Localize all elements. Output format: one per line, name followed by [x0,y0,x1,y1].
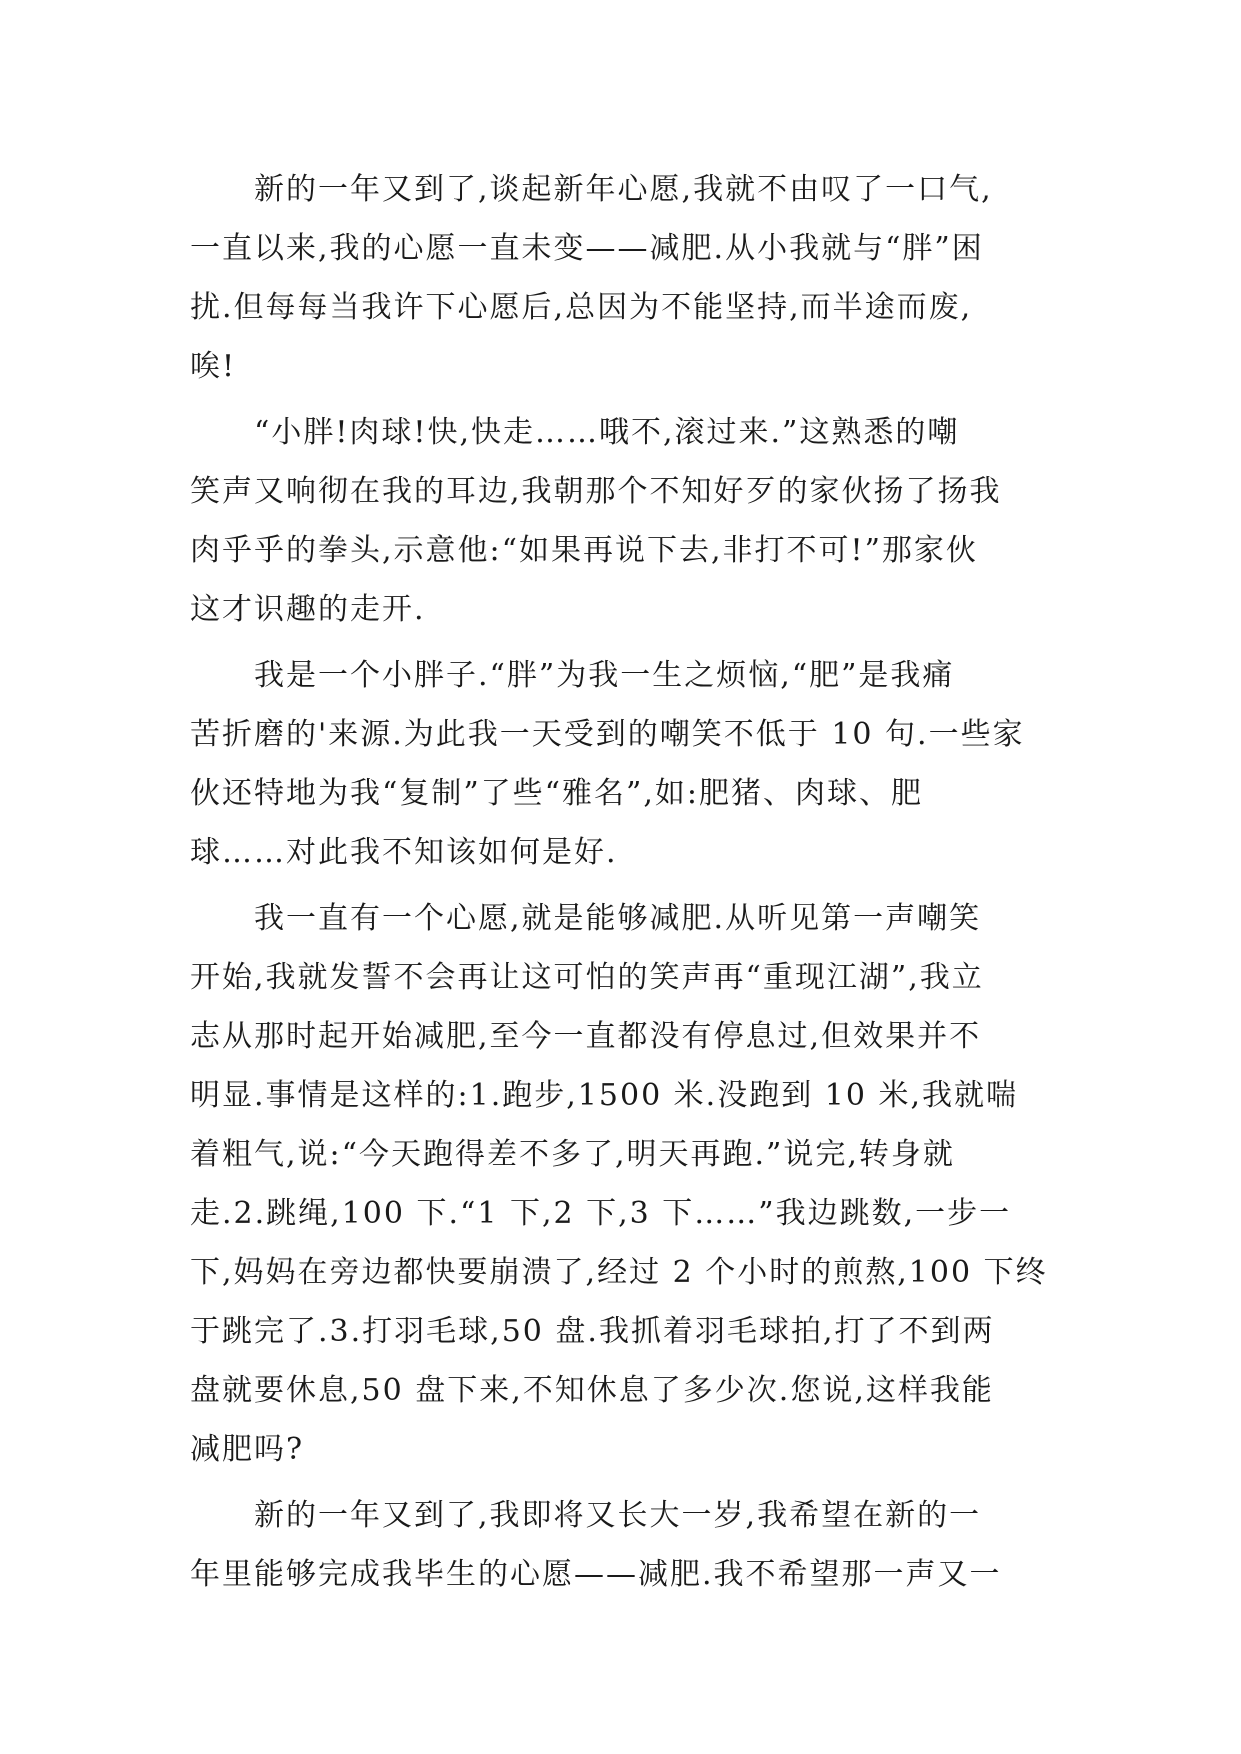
paragraph-gap [190,639,1052,646]
text-line: 明显.事情是这样的:1.跑步,1500 米.没跑到 10 米,我就喘 [190,1078,1019,1113]
text-line: 这才识趣的走开. [190,592,426,627]
text-line: 下,妈妈在旁边都快要崩溃了,经过 2 个小时的煎熬,100 下终 [190,1255,1048,1290]
text-line: 走.2.跳绳,100 下.“1 下,2 下,3 下……”我边跳数,一步一 [190,1196,1012,1231]
text-line: “小胖!肉球!快,快走……哦不,滚过来.”这熟悉的嘲 [190,415,960,450]
paragraph-gap [190,396,1052,403]
paragraph-gap [190,1479,1052,1486]
text-line: 笑声又响彻在我的耳边,我朝那个不知好歹的家伙扬了扬我 [190,474,1002,509]
text-line: 肉乎乎的拳头,示意他:“如果再说下去,非打不可!”那家伙 [190,533,978,568]
text-line: 我一直有一个心愿,就是能够减肥.从听见第一声嘲笑 [190,901,982,936]
text-line: 新的一年又到了,谈起新年心愿,我就不由叹了一口气, [190,172,993,207]
text-line: 开始,我就发誓不会再让这可怕的笑声再“重现江湖”,我立 [190,960,984,995]
text-line: 盘就要休息,50 盘下来,不知休息了多少次.您说,这样我能 [190,1373,994,1408]
text-line: 苦折磨的'来源.为此我一天受到的嘲笑不低于 10 句.一些家 [190,717,1025,752]
text-line: 扰.但每每当我许下心愿后,总因为不能坚持,而半途而废, [190,290,973,325]
text-line: 减肥吗? [190,1432,305,1467]
text-line: 伙还特地为我“复制”了些“雅名”,如:肥猪、肉球、肥 [190,776,923,811]
text-line: 新的一年又到了,我即将又长大一岁,我希望在新的一 [190,1498,982,1533]
essay-body [190,160,1052,1604]
paragraph-gap [190,882,1052,889]
text-line: 志从那时起开始减肥,至今一直都没有停息过,但效果并不 [190,1019,982,1054]
text-line: 年里能够完成我毕生的心愿——减肥.我不希望那一声又一 [190,1557,1002,1592]
text-line: 一直以来,我的心愿一直未变——减肥.从小我就与“胖”困 [190,231,984,266]
text-line: 于跳完了.3.打羽毛球,50 盘.我抓着羽毛球拍,打了不到两 [190,1314,995,1349]
text-line: 着粗气,说:“今天跑得差不多了,明天再跑.”说完,转身就 [190,1137,955,1172]
text-line: 球……对此我不知该如何是好. [190,835,618,870]
text-line: 唉! [190,349,237,384]
text-line: 我是一个小胖子.“胖”为我一生之烦恼,“肥”是我痛 [190,658,955,693]
